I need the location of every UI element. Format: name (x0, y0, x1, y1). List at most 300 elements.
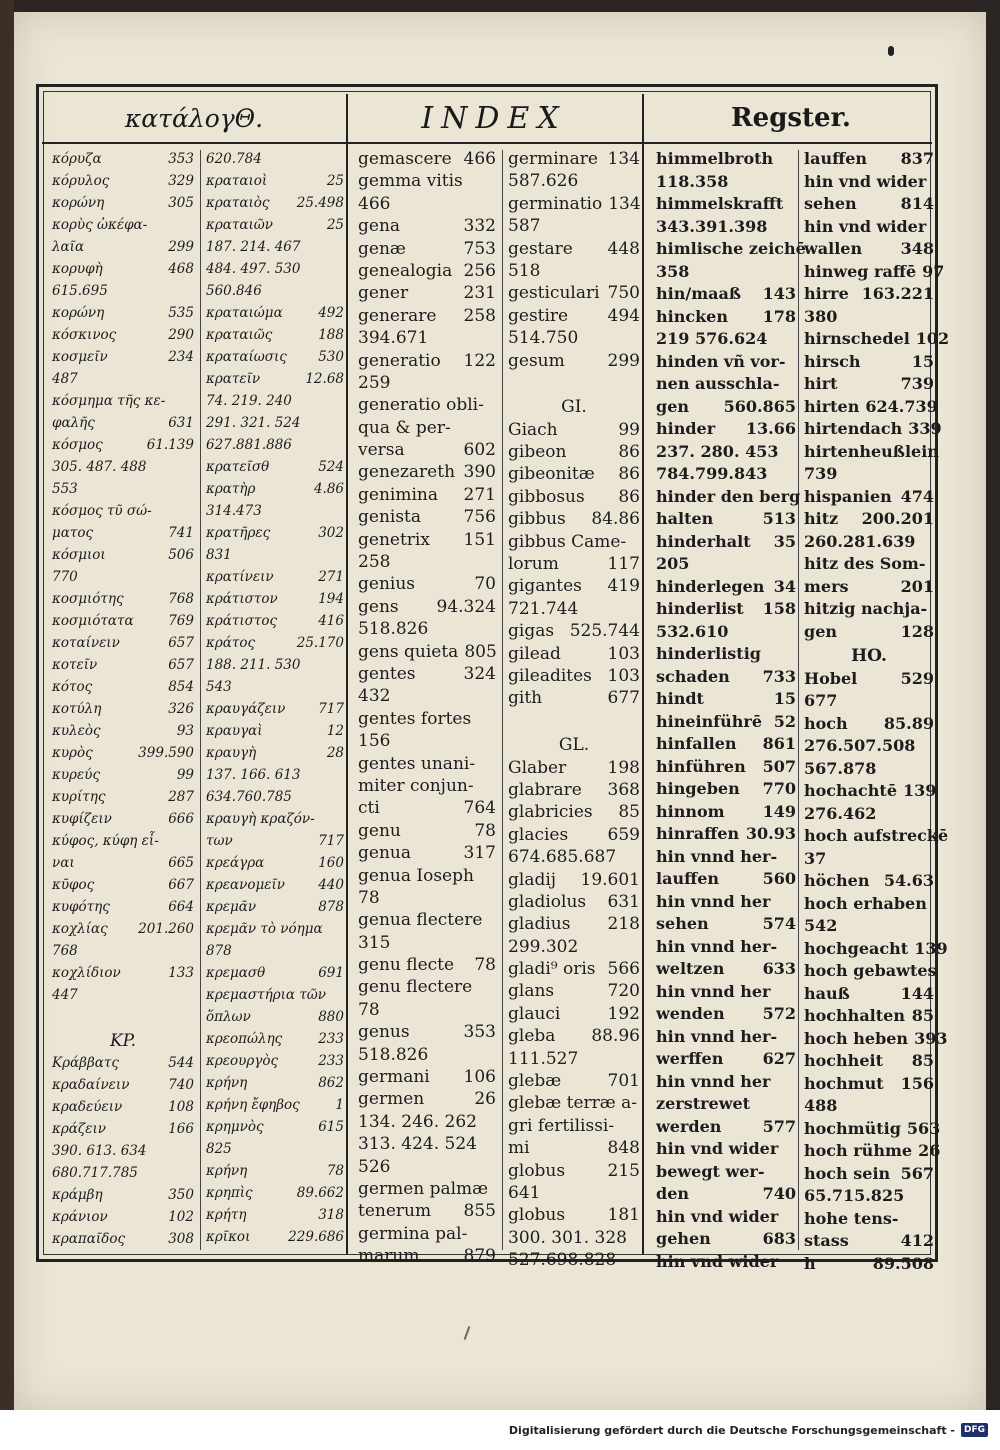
entry-term: 358 (656, 261, 690, 281)
entry-term: weltzen (656, 959, 725, 978)
index-entry (358, 932, 496, 954)
entry-term: κόσμος τῦ σώ- (52, 503, 152, 519)
entry-term: 78 (358, 887, 380, 908)
index-entry (358, 215, 496, 237)
entry-term: hin vnd wider (804, 216, 927, 236)
index-entry (358, 193, 496, 215)
index-entry (206, 610, 344, 632)
entry-page-number: 468 (168, 261, 194, 277)
index-entry (656, 936, 796, 959)
index-entry (656, 486, 801, 509)
entry-page-number: 683 (762, 1229, 796, 1248)
entry-page-number: 163.221 (861, 284, 934, 303)
entry-page-number: 530 (318, 349, 344, 365)
entry-page-number: 86 (618, 464, 640, 485)
entry-term: hochmütig (804, 1118, 901, 1138)
entry-term: gestire (508, 305, 569, 326)
entry-term: κραυγὴ κραζόν- (206, 811, 315, 827)
entry-term: globus (508, 1205, 566, 1226)
entry-page-number: 664 (168, 899, 194, 915)
index-entry (358, 641, 496, 663)
entry-term: 134. 246. 262 (358, 1111, 477, 1132)
index-entry (52, 830, 194, 852)
entry-page-number: 94.324 (436, 596, 496, 617)
index-entry (206, 302, 344, 324)
entry-page-number: 85 (911, 1006, 934, 1025)
entry-page-number: 756 (463, 507, 496, 528)
entry-page-number: 717 (318, 833, 344, 849)
index-entry (206, 764, 344, 786)
index-entry (508, 463, 640, 485)
entry-term: κρατὴρ (206, 481, 256, 497)
entry-term: κρεοπώλης (206, 1031, 283, 1047)
index-entry (656, 891, 796, 914)
entry-page-number: 287 (168, 789, 194, 805)
entry-page-number: 837 (900, 149, 934, 168)
entry-term: hin vnd wider (656, 1139, 779, 1158)
entry-page-number: 233 (318, 1031, 344, 1047)
entry-page-number: 89.508 (872, 1253, 934, 1273)
entry-term: Giach (508, 419, 558, 440)
entry-term: bewegt wer- (656, 1161, 765, 1181)
entry-term: nen ausschla- (656, 374, 780, 393)
entry-term: hinführen (656, 756, 746, 776)
entry-term: gith (508, 688, 543, 709)
entry-term: 542 (804, 916, 838, 935)
index-entry (656, 1071, 796, 1094)
index-entry (508, 801, 640, 823)
index-entry (206, 1028, 344, 1050)
index-entry (52, 258, 194, 280)
index-entry (52, 566, 194, 588)
entry-term: κυλεὸς (52, 723, 101, 739)
entry-page-number: 544 (168, 1055, 194, 1071)
index-entry (508, 575, 640, 597)
entry-page-number: 215 (607, 1160, 640, 1181)
index-entry (52, 874, 194, 896)
entry-term: HO. (851, 646, 887, 666)
entry-term: gladius (508, 914, 571, 935)
index-entry (52, 654, 194, 676)
index-entry (656, 913, 796, 936)
index-entry (358, 484, 496, 506)
german-left-column (656, 148, 806, 1273)
entry-term: qua & per- (358, 417, 451, 438)
index-entry (206, 852, 344, 874)
entry-term: κρατίνειν (206, 569, 274, 585)
entry-term: κορυφὴ (52, 261, 103, 277)
entry-term: κράτος (206, 635, 256, 651)
entry-page-number: 99 (176, 767, 194, 783)
entry-term: κοσμιότης (52, 591, 124, 607)
entry-page-number: 659 (607, 824, 640, 845)
entry-term: 205 (656, 554, 690, 573)
index-entry (52, 192, 194, 214)
entry-page-number: 12 (326, 723, 344, 739)
entry-page-number: 61.139 (146, 437, 194, 453)
index-entry (52, 764, 194, 786)
entry-term: κοτεῖν (52, 657, 98, 673)
index-entry (358, 1156, 496, 1178)
entry-term: gens (358, 596, 399, 617)
entry-page-number: 419 (607, 576, 640, 597)
entry-term: hin vnd wider (656, 1206, 779, 1226)
entry-term: zerstrewet (656, 1094, 751, 1113)
index-entry (206, 786, 344, 808)
entry-term: hin vnnd her (656, 981, 771, 1001)
entry-term: globus (508, 1160, 566, 1181)
column-divider (346, 94, 348, 1254)
index-entry (804, 1118, 941, 1141)
index-entry (358, 305, 496, 327)
entry-term: hinderlist (656, 599, 744, 618)
index-entry (508, 757, 640, 779)
entry-term: κυρίτης (52, 789, 106, 805)
index-entry (656, 283, 796, 306)
index-entry (804, 531, 934, 554)
entry-term: κρῖκοι (206, 1229, 251, 1245)
index-entry (508, 779, 640, 801)
entry-page-number: 139 (914, 938, 948, 958)
entry-term: κοχλίδιον (52, 965, 121, 981)
entry-page-number: 666 (168, 811, 194, 827)
index-entry (508, 508, 640, 530)
entry-term: hin vnnd her- (656, 1026, 778, 1046)
entry-page-number: 633 (762, 959, 796, 978)
index-entry (52, 1162, 194, 1184)
index-entry (358, 439, 496, 461)
entry-page-number: 26 (474, 1089, 496, 1110)
index-entry (52, 1006, 194, 1028)
entry-term: κρεάγρα (206, 855, 265, 871)
entry-term: 526 (358, 1156, 391, 1177)
index-entry (508, 1070, 640, 1092)
entry-page-number: 507 (762, 756, 796, 776)
entry-term: sehen (804, 194, 857, 213)
index-entry (206, 1094, 344, 1116)
entry-term: hoch aufstreckē (804, 826, 949, 845)
entry-term: κυφίζειν (52, 811, 112, 827)
index-entry (508, 1003, 640, 1025)
index-entry (508, 1182, 640, 1204)
entry-term: hinfallen (656, 734, 737, 753)
index-entry (358, 394, 496, 416)
entry-term: 37 (804, 848, 827, 868)
index-entry (206, 236, 344, 258)
entry-term: 447 (52, 987, 78, 1003)
entry-term: 768 (52, 943, 78, 959)
entry-term: κοτύλη (52, 701, 102, 717)
entry-page-number: 151 (463, 529, 496, 550)
entry-term: 237. 280. 453 (656, 441, 779, 461)
index-entry (804, 938, 948, 961)
entry-term: 543 (206, 679, 232, 695)
entry-term: hin vnnd her- (656, 936, 778, 956)
index-entry (52, 280, 194, 302)
entry-term: hirsch (804, 351, 861, 371)
index-entry (656, 463, 796, 486)
entry-page-number: 85 (618, 802, 640, 823)
entry-term: 314.473 (206, 503, 262, 519)
entry-page-number: 35 (773, 531, 796, 551)
entry-page-number: 691 (318, 965, 344, 981)
entry-term: 532.610 (656, 621, 729, 641)
entry-term: 394.671 (358, 328, 429, 349)
entry-term: Hobel (804, 668, 858, 688)
index-entry (52, 1030, 194, 1052)
entry-page-number: 412 (900, 1231, 934, 1250)
entry-page-number: 390 (463, 462, 496, 483)
entry-term: glebæ (508, 1071, 562, 1092)
index-entry (656, 216, 796, 239)
index-entry (508, 846, 640, 868)
entry-term: κράνιον (52, 1209, 108, 1225)
entry-term: hin vnd wider (804, 171, 927, 191)
entry-page-number: 302 (318, 525, 344, 541)
index-entry (508, 1048, 640, 1070)
entry-term: gleba (508, 1026, 556, 1047)
index-entry (358, 282, 496, 304)
index-entry (804, 780, 937, 803)
index-entry (52, 522, 194, 544)
entry-term: hinder den berg (656, 486, 801, 506)
index-entry (508, 980, 640, 1002)
index-entry (358, 372, 496, 394)
entry-page-number: 84.86 (591, 509, 640, 530)
entry-page-number: 25 (326, 217, 344, 233)
entry-term: 315 (358, 932, 391, 953)
index-entry (52, 214, 194, 236)
entry-term: 118.358 (656, 171, 729, 191)
entry-term: 276.507.508 (804, 736, 916, 755)
index-entry (206, 456, 344, 478)
index-entry (52, 478, 194, 500)
index-entry (508, 372, 640, 394)
index-entry (206, 654, 344, 676)
entry-term: genua (358, 843, 411, 864)
latin-right-column (508, 148, 640, 1272)
index-entry (804, 171, 934, 194)
entry-term: hoch gebawtes (804, 961, 937, 980)
index-entry (656, 621, 796, 644)
index-entry (804, 418, 942, 441)
entry-term: generare (358, 305, 437, 326)
entry-term: Κράββατς (52, 1055, 119, 1071)
entry-term: ματος (52, 525, 94, 541)
index-entry (206, 1072, 344, 1094)
footer-text: Digitalisierung gefördert durch die Deutsche Forschungsgemeinschaft - (508, 1423, 955, 1437)
index-entry (358, 685, 496, 707)
german-right-column (804, 148, 950, 1275)
entry-term: hinden vñ vor- (656, 351, 786, 371)
index-entry (358, 1044, 496, 1066)
entry-page-number: 474 (900, 486, 934, 506)
index-entry (358, 999, 496, 1021)
index-entry (358, 797, 496, 819)
entry-term: gibeonitæ (508, 464, 595, 485)
entry-page-number: 317 (463, 843, 496, 864)
entry-term: germinatio (508, 193, 603, 214)
index-entry (656, 958, 796, 981)
dfg-logo: DFG (961, 1423, 988, 1437)
index-entry (358, 1088, 496, 1110)
index-entry (206, 214, 344, 236)
entry-term: gileadites (508, 665, 592, 686)
entry-term: κῦφος (52, 877, 95, 893)
entry-term: 518 (508, 260, 541, 281)
entry-page-number: 393 (914, 1028, 948, 1048)
entry-page-number: 494 (607, 305, 640, 326)
entry-page-number: 492 (318, 305, 344, 321)
entry-term: hitz (804, 509, 839, 528)
entry-page-number: 577 (762, 1116, 796, 1136)
footer-bar (0, 1410, 1000, 1450)
index-entry (656, 801, 796, 824)
entry-term: κρατῆρες (206, 525, 271, 541)
index-entry (804, 668, 934, 691)
entry-page-number: 25.498 (296, 195, 344, 211)
entry-page-number: 560 (762, 869, 796, 888)
subcolumn-divider (798, 150, 799, 1250)
entry-term: hohe tens- (804, 1208, 899, 1228)
entry-term: 527.698.828 (508, 1250, 617, 1271)
entry-page-number: 99 (618, 419, 640, 440)
index-entry (804, 848, 934, 871)
index-entry (206, 390, 344, 412)
entry-term: 390. 613. 634 (52, 1143, 147, 1159)
index-entry (804, 441, 939, 464)
entry-term: hirten (804, 396, 860, 416)
index-entry (508, 396, 640, 418)
index-entry (804, 1095, 934, 1118)
index-entry (508, 913, 640, 935)
index-entry (206, 1138, 344, 1160)
index-entry (656, 441, 796, 464)
index-entry (804, 1230, 934, 1253)
entry-term: GL. (558, 735, 590, 756)
index-entry (804, 148, 934, 171)
index-entry (206, 984, 344, 1006)
index-entry (358, 954, 496, 976)
entry-term: hochmut (804, 1073, 884, 1093)
entry-term: hoch sein (804, 1163, 891, 1183)
entry-page-number: 350 (168, 1187, 194, 1203)
index-entry (804, 1005, 934, 1028)
index-entry (804, 1050, 934, 1073)
entry-term: κόσμιοι (52, 547, 106, 563)
entry-term: 137. 166. 613 (206, 767, 301, 783)
entry-term: gemascere (358, 149, 452, 169)
index-entry (358, 887, 496, 909)
index-entry (52, 808, 194, 830)
entry-page-number: 102 (168, 1209, 194, 1225)
index-entry (206, 874, 344, 896)
entry-page-number: 178 (762, 306, 796, 326)
entry-term: ὅπλων (206, 1009, 251, 1025)
entry-term: genæ (358, 238, 406, 259)
entry-page-number: 156 (900, 1073, 934, 1093)
entry-term: 680.717.785 (52, 1165, 138, 1181)
index-entry (656, 598, 796, 621)
entry-term: 488 (804, 1096, 838, 1115)
index-entry (358, 842, 496, 864)
entry-term: wallen (804, 239, 863, 258)
entry-term: κρήνη (206, 1163, 248, 1179)
entry-term: genista (358, 507, 422, 528)
index-entry (52, 1074, 194, 1096)
entry-term: hoch heben (804, 1028, 909, 1048)
index-entry (508, 824, 640, 846)
entry-page-number: 30.93 (745, 824, 796, 843)
index-entry (206, 544, 344, 566)
entry-page-number: 19.601 (580, 869, 640, 890)
entry-page-number: 4.86 (313, 481, 344, 497)
entry-page-number: 525.744 (569, 621, 640, 642)
entry-page-number: 290 (168, 327, 194, 343)
index-entry (656, 261, 796, 284)
index-entry (656, 846, 796, 869)
entry-page-number: 181 (607, 1205, 640, 1226)
entry-term: 721.744 (508, 598, 579, 619)
index-entry (804, 983, 934, 1006)
entry-page-number: 448 (607, 238, 640, 259)
index-entry (804, 553, 934, 576)
entry-page-number: 631 (168, 415, 194, 431)
index-entry (656, 418, 796, 441)
index-entry (656, 1138, 796, 1161)
entry-page-number: 26 (918, 1141, 941, 1160)
index-entry (206, 1160, 344, 1182)
entry-page-number: 25 (326, 173, 344, 189)
entry-page-number: 566 (607, 959, 640, 980)
index-entry (358, 529, 496, 551)
entry-term: versa (358, 440, 405, 461)
entry-page-number: 657 (168, 657, 194, 673)
index-entry (52, 918, 194, 940)
entry-page-number: 108 (168, 1099, 194, 1115)
entry-term: hingeben (656, 779, 740, 798)
entry-term: hispanien (804, 486, 892, 506)
index-entry (656, 643, 796, 666)
entry-page-number: 70 (474, 574, 496, 595)
entry-term: gigas (508, 621, 555, 642)
entry-term: hinderlegen (656, 576, 765, 596)
entry-page-number: 353 (463, 1022, 496, 1043)
entry-term: 587 (508, 216, 541, 237)
entry-page-number: 158 (762, 599, 796, 618)
entry-term: 432 (358, 686, 391, 707)
entry-term: gri fertilissi- (508, 1115, 615, 1136)
index-entry (508, 350, 640, 372)
entry-page-number: 318 (318, 1207, 344, 1223)
index-entry (358, 1200, 496, 1222)
index-entry (656, 1048, 796, 1071)
index-entry (206, 412, 344, 434)
entry-term: 259 (358, 372, 391, 393)
greek-title: κατάλογΘ. (124, 103, 264, 133)
entry-page-number: 861 (762, 734, 796, 753)
entry-term: marum (358, 1246, 420, 1267)
entry-page-number: 1 (335, 1097, 344, 1113)
index-entry (358, 1021, 496, 1043)
index-entry (52, 1140, 194, 1162)
entry-term: gibeon (508, 442, 567, 463)
entry-term: hochhalten (804, 1006, 905, 1025)
entry-term: hitzig nachja- (804, 599, 928, 618)
entry-term: 739 (804, 464, 838, 483)
entry-term: glauci (508, 1003, 561, 1024)
index-entry (206, 1204, 344, 1226)
